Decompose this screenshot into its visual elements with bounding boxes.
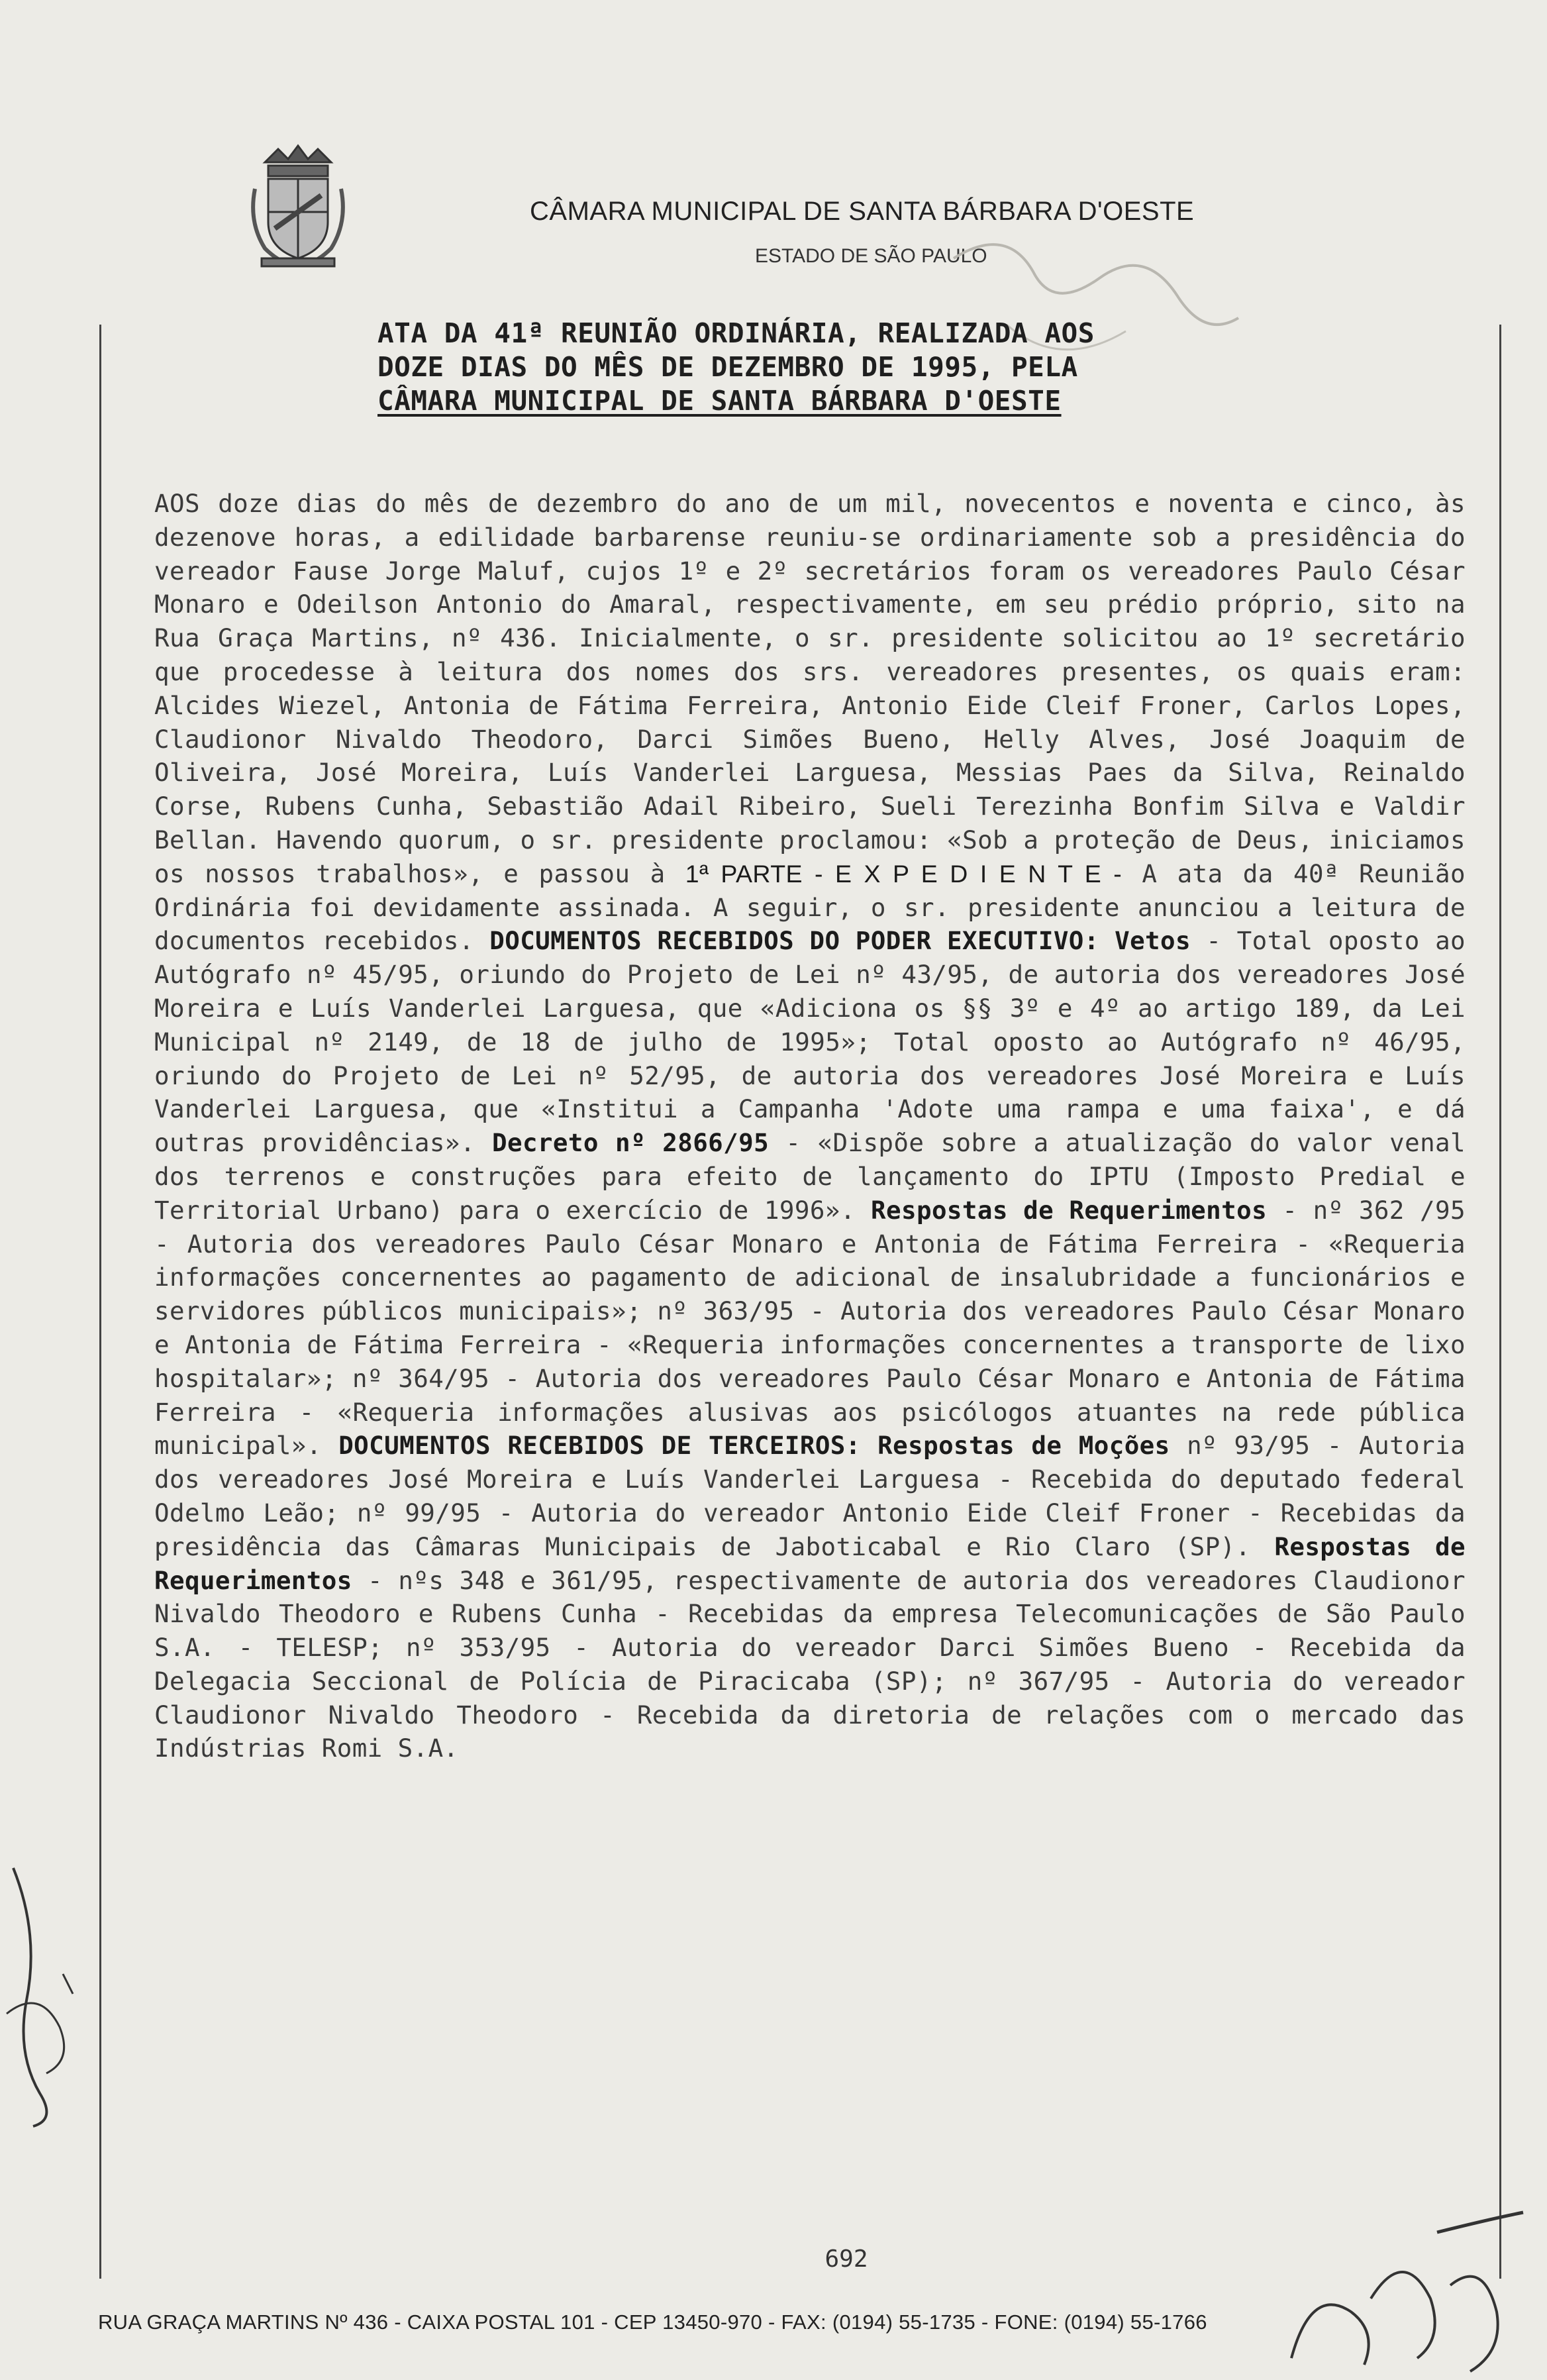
letterhead-title: CÂMARA MUNICIPAL DE SANTA BÁRBARA D'OESTE <box>530 197 1195 226</box>
body-paragraph: A ata da 40ª Reunião Ordinária foi devidamente assinada. A seguir, o sr. presidente anunciou a leitura de documentos recebidos. <box>154 858 1466 956</box>
heading-line-3: CÂMARA MUNICIPAL DE SANTA BÁRBARA D'OESTE <box>377 385 1062 417</box>
heading-line-1: ATA DA 41ª REUNIÃO ORDINÁRIA, REALIZADA AOS <box>377 317 1095 349</box>
heading-line-2: DOZE DIAS DO MÊS DE DEZEMBRO DE 1995, PELA <box>377 351 1078 383</box>
section-heading: DOCUMENTOS RECEBIDOS DO PODER EXECUTIVO: Vetos <box>489 926 1191 956</box>
minutes-heading <box>377 317 1245 418</box>
section-heading: Respostas de Requerimentos <box>154 1531 1466 1595</box>
body-paragraph: - nºs 348 e 361/95, respectivamente de autoria dos vereadores Claudionor Nivaldo Theodoro e Rubens Cunha - Recebidas da empresa Telecomunicações de São Paulo S.A. - TELESP; nº 353/95 - Autoria do vereador Darci Simões Bueno - Recebida da Delegacia Seccional de Polícia de Piracicaba (SP); nº 367/95 - Autoria do vereador Claudionor Nivaldo Theodoro - Recebida da diretoria de relações com o mercado das Indústrias Romi S.A. <box>154 1565 1466 1763</box>
coat-of-arms-icon <box>245 136 351 268</box>
letterhead-subtitle: ESTADO DE SÃO PAULO <box>755 245 987 267</box>
body-paragraph: - Total oposto ao Autógrafo nº 45/95, oriundo do Projeto de Lei nº 43/95, de autoria dos vereadores José Moreira e Luís Vanderlei Larguesa, que «Adiciona os §§ 3º e 4º ao artigo 189, da Lei Municipal nº 2149, de 18 de julho de 1995»; Total oposto ao Autógrafo nº 46/95, oriundo do Projeto de Lei nº 52/95, de autoria dos vereadores José Moreira e Luís Vanderlei Larguesa, que «Institui a Campanha 'Adote uma rampa e uma faixa', e dá outras providências». <box>154 926 1466 1158</box>
right-border-line <box>1499 325 1501 2279</box>
section-heading: DOCUMENTOS RECEBIDOS DE TERCEIROS: Respostas de Moções <box>338 1431 1170 1461</box>
expediente-label: 1ª PARTE - E X P E D I E N T E - <box>685 859 1123 888</box>
page-number: 692 <box>824 2246 868 2273</box>
body-paragraph: nº 93/95 - Autoria dos vereadores José Moreira e Luís Vanderlei Larguesa - Recebida do deputado federal Odelmo Leão; nº 99/95 - Autoria do vereador Antonio Eide Cleif Froner - Recebidas da presidência das Câmaras Municipais de Jaboticabal e Rio Claro (SP). <box>154 1431 1466 1561</box>
section-heading: Respostas de Requerimentos <box>871 1195 1268 1225</box>
section-heading: Decreto nº 2866/95 <box>492 1128 770 1158</box>
left-border-line <box>99 325 101 2279</box>
minutes-body <box>154 487 1466 1765</box>
body-paragraph: - nº 362 /95 - Autoria dos vereadores Paulo César Monaro e Antonia de Fátima Ferreira - «Requeria informações concernentes ao pagamento de adicional de insalubridade a funcionários e servidores públicos municipais»; nº 363/95 - Autoria dos vereadores Paulo César Monaro e Antonia de Fátima Ferreira - «Requeria informações concernentes a transporte de lixo hospitalar»; nº 364/95 - Autoria dos vereadores Paulo César Monaro e Antonia de Fátima Ferreira - «Requeria informações alusivas aos psicólogos atuantes na rede pública municipal». <box>154 1195 1466 1461</box>
body-paragraph: - «Dispõe sobre a atualização do valor venal dos terrenos e construções para efeito de lançamento do IPTU (Imposto Predial e Territorial Urbano) para o exercício de 1996». <box>154 1128 1466 1225</box>
body-paragraph: AOS doze dias do mês de dezembro do ano de um mil, novecentos e noventa e cinco, às dezenove horas, a edilidade barbarense reuniu-se ordinariamente sob a presidência do vereador Fause Jorge Maluf, cujos 1º e 2º secretários foram os vereadores Paulo César Monaro e Odeilson Antonio do Amaral, respectivamente, em seu prédio próprio, sito na Rua Graça Martins, nº 436. Inicialmente, o sr. presidente solicitou ao 1º secretário que procedesse à leitura dos nomes dos srs. vereadores presentes, os quais eram: Alcides Wiezel, Antonia de Fátima Ferreira, Antonio Eide Cleif Froner, Carlos Lopes, Claudionor Nivaldo Theodoro, Darci Simões Bueno, Helly Alves, José Joaquim de Oliveira, José Moreira, Luís Vanderlei Larguesa, Messias Paes da Silva, Reinaldo Corse, Rubens Cunha, Sebastião Adail Ribeiro, Sueli Terezinha Bonfim Silva e Valdir Bellan. Havendo quorum, o sr. presidente proclamou: «Sob a proteção de Deus, iniciamos os nossos trabalhos», e passou à <box>154 489 1466 888</box>
footer-address: RUA GRAÇA MARTINS Nº 436 - CAIXA POSTAL 101 - CEP 13450-970 - FAX: (0194) 55-1735 - FONE: (0194) 55-1766 <box>98 2310 1207 2334</box>
signature-right <box>1272 2206 1536 2380</box>
signature-left <box>0 1855 93 2133</box>
